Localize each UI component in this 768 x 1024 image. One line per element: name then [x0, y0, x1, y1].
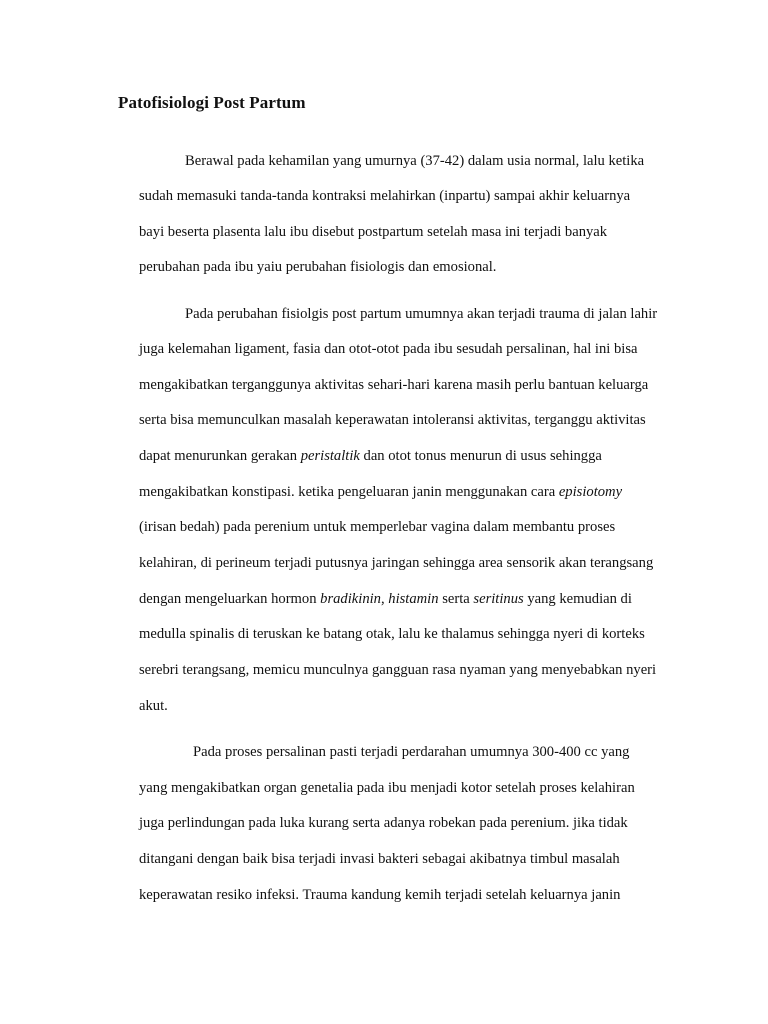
paragraph-3-line-4: ditangani dengan baik bisa terjadi invasi bakteri sebagai akibatnya timbul masalah [139, 851, 620, 867]
line-text: yang kemudian di [523, 591, 632, 607]
line-text: dan otot tonus menurun di usus sehingga [359, 448, 602, 464]
paragraph-2-line-11: serebri terangsang, memicu munculnya gangguan rasa nyaman yang menyebabkan nyeri [139, 662, 657, 678]
paragraph-3-line-1: Pada proses persalinan pasti terjadi perdarahan umumnya 300-400 cc yang [193, 744, 630, 760]
line-text: mengakibatkan konstipasi. ketika pengeluaran janin menggunakan cara [139, 484, 559, 500]
paragraph-2-line-3: mengakibatkan terganggunya aktivitas sehari-hari karena masih perlu bantuan keluarga [139, 377, 649, 393]
paragraph-2-line-12: akut. [139, 698, 168, 714]
paragraph-1-line-1: Berawal pada kehamilan yang umurnya (37-42) dalam usia normal, lalu ketika [185, 153, 645, 169]
paragraph-2-line-7: (irisan bedah) pada perenium untuk memperlebar vagina dalam membantu proses [139, 519, 616, 535]
paragraph-2-line-6 [139, 483, 622, 501]
paragraph-2-line-4: serta bisa memunculkan masalah keperawatan intoleransi aktivitas, terganggu aktivitas [139, 412, 646, 428]
paragraph-2-line-5 [139, 447, 602, 465]
line-text: serta [438, 591, 474, 607]
italic-term-episiotomy: episiotomy [558, 484, 623, 500]
paragraph-3-line-2: yang mengakibatkan organ genetalia pada ibu menjadi kotor setelah proses kelahiran [139, 780, 635, 796]
paragraph-1-line-3: bayi beserta plasenta lalu ibu disebut postpartum setelah masa ini terjadi banyak [139, 224, 608, 240]
paragraph-2-line-1: Pada perubahan fisiolgis post partum umumnya akan terjadi trauma di jalan lahir [185, 306, 658, 322]
italic-term-histamin: histamin [388, 591, 439, 607]
paragraph-2-line-8: kelahiran, di perineum terjadi putusnya jaringan sehingga area sensorik akan terangsang [139, 555, 654, 571]
line-text: dengan mengeluarkan hormon [139, 591, 321, 607]
paragraph-2-line-10: medulla spinalis di teruskan ke batang otak, lalu ke thalamus sehingga nyeri di korteks [139, 626, 645, 642]
line-text: , [380, 591, 389, 607]
line-text: dapat menurunkan gerakan [139, 448, 301, 464]
italic-term-seritinus: seritinus [473, 591, 524, 607]
italic-term-peristaltik: peristaltik [300, 448, 360, 464]
paragraph-1-line-2: sudah memasuki tanda-tanda kontraksi melahirkan (inpartu) sampai akhir keluarnya [139, 188, 631, 204]
paragraph-1-line-4: perubahan pada ibu yaiu perubahan fisiologis dan emosional. [139, 259, 497, 275]
paragraph-2-line-9 [139, 590, 632, 608]
paragraph-3-line-3: juga perlindungan pada luka kurang serta adanya robekan pada perenium. jika tidak [139, 815, 628, 831]
italic-term-bradikinin: bradikinin [320, 591, 381, 607]
paragraph-2-line-2: juga kelemahan ligament, fasia dan otot-otot pada ibu sesudah persalinan, hal ini bisa [139, 341, 638, 357]
document-title: Patofisiologi Post Partum [118, 93, 306, 112]
paragraph-3-line-5: keperawatan resiko infeksi. Trauma kandung kemih terjadi setelah keluarnya janin [139, 887, 621, 903]
